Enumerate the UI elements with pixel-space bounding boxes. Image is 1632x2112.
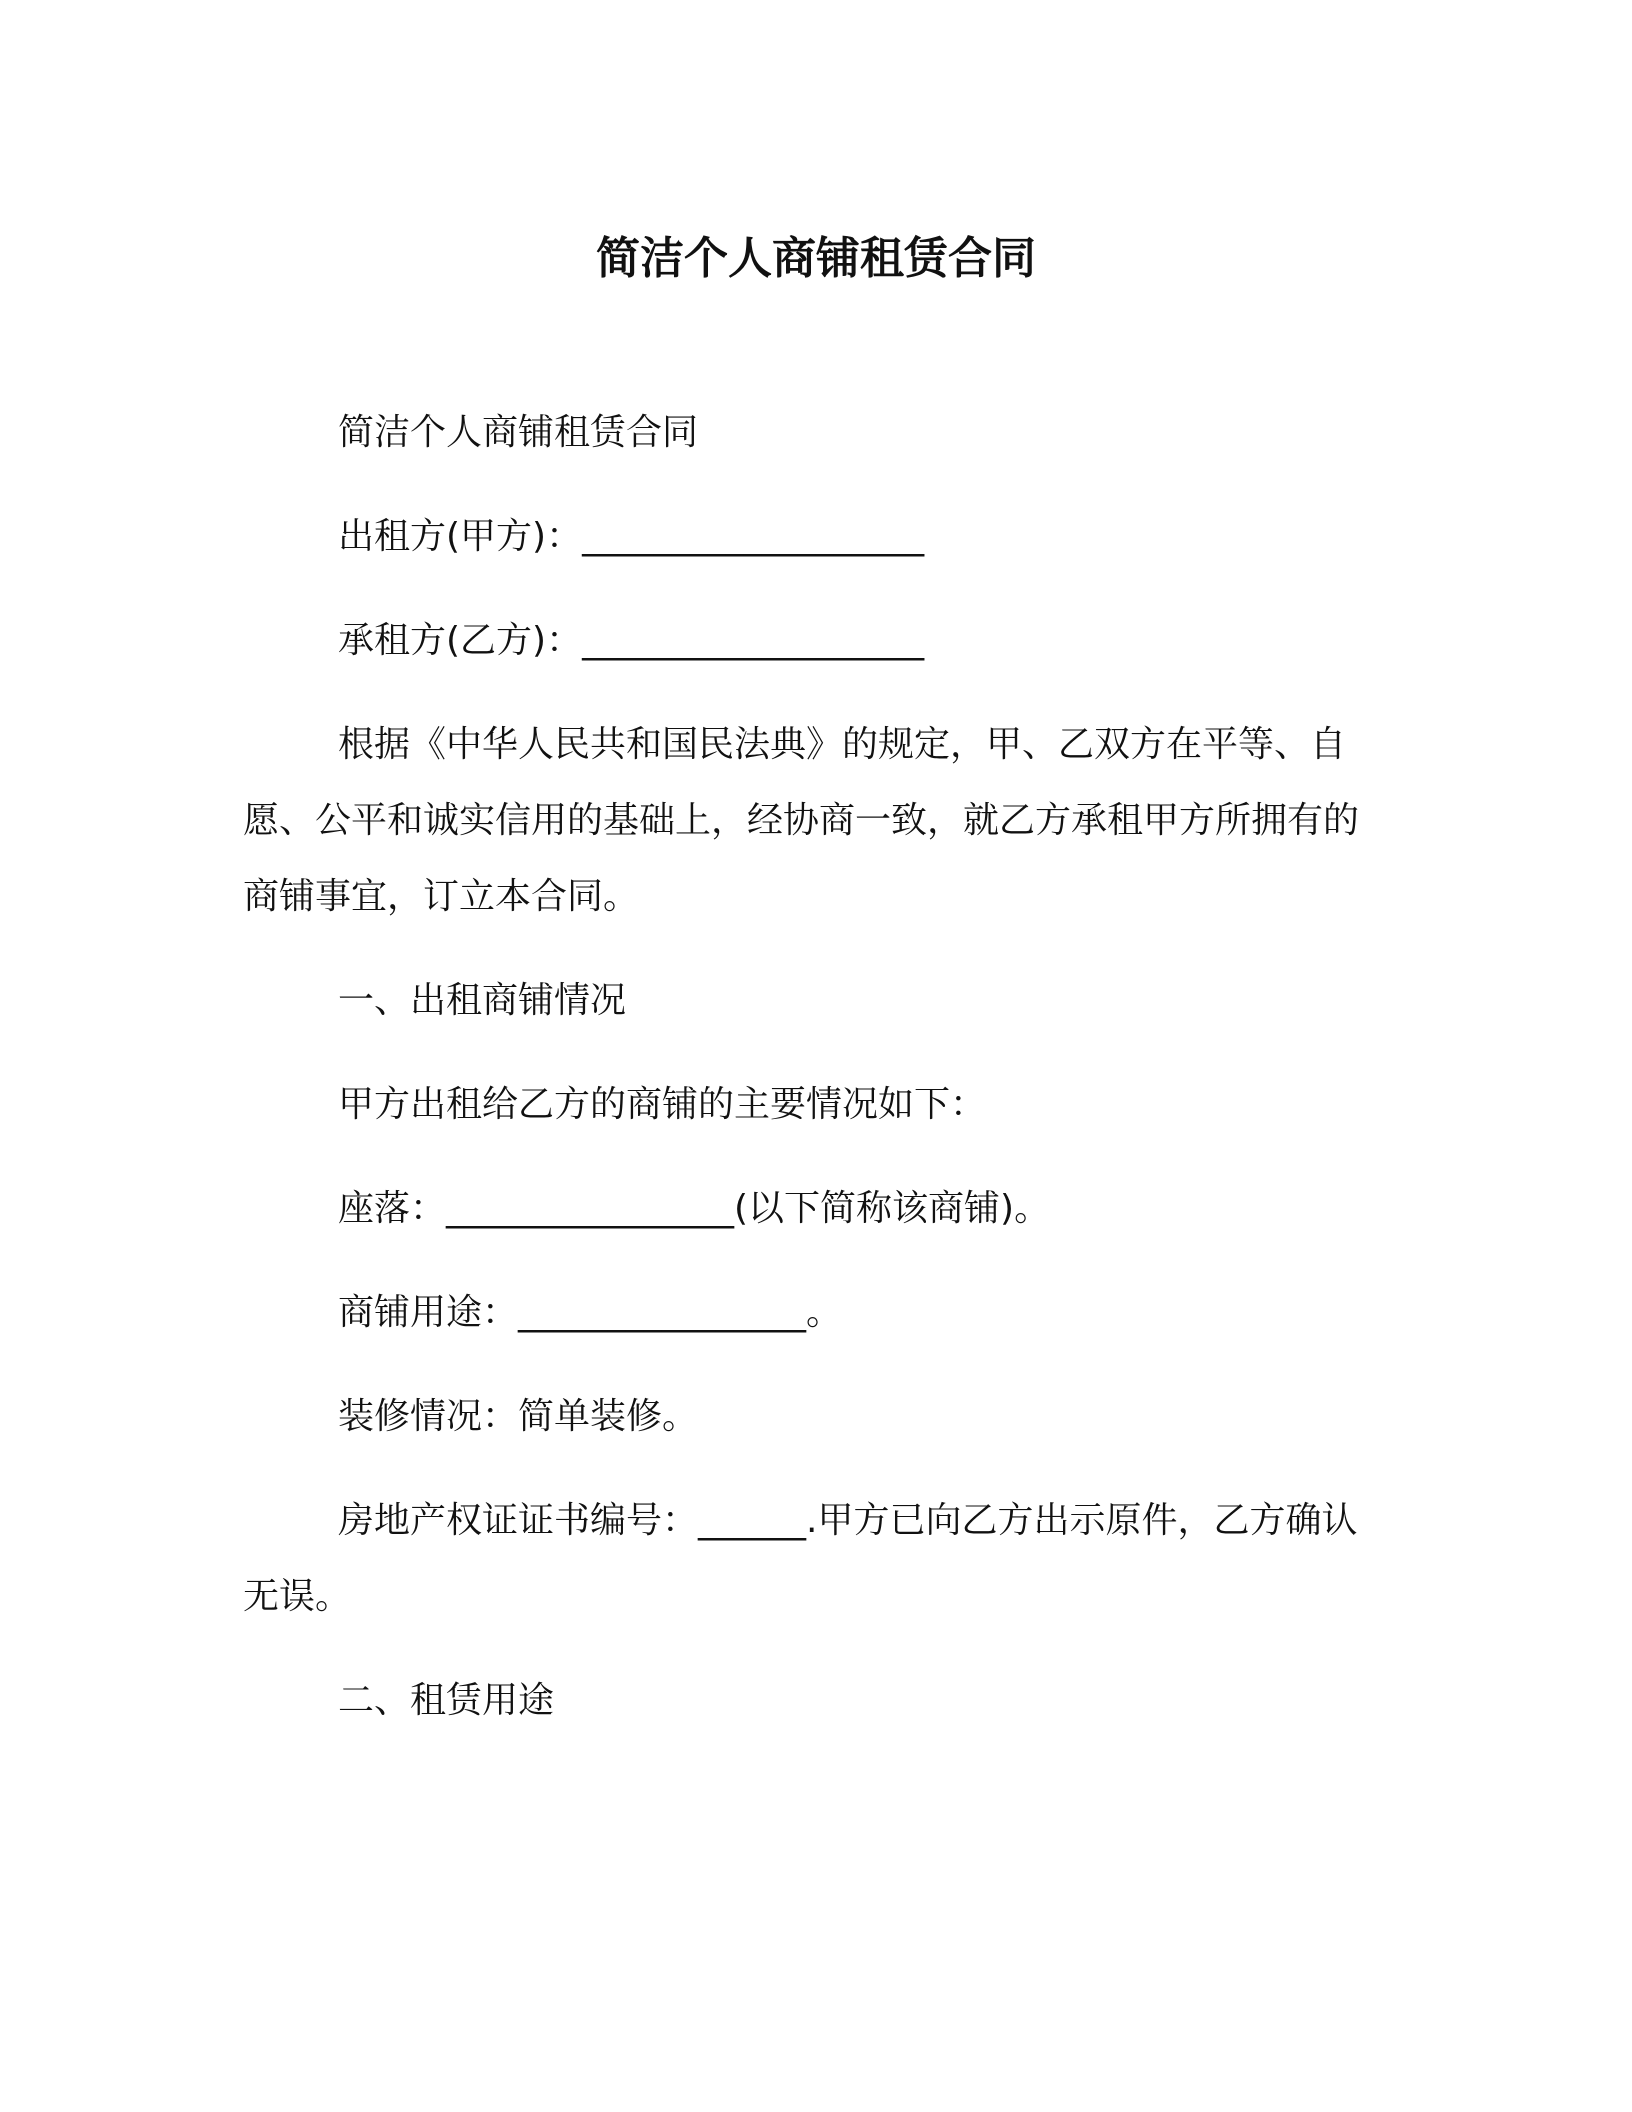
preamble-paragraph: 根据《中华人民共和国民法典》的规定，甲、乙双方在平等、自愿、公平和诚实信用的基础上，经协商一致，就乙方承租甲方所拥有的商铺事宜，订立本合同。 — [243, 724, 1360, 917]
property-certificate-paragraph: 房地产权证证书编号：______.甲方已向乙方出示原件，乙方确认无误。 — [243, 1500, 1358, 1617]
lessee-line: 承租方(乙方)：___________________ — [338, 620, 925, 661]
usage-line: 商铺用途：________________。 — [338, 1292, 843, 1333]
decoration-line: 装修情况：简单装修。 — [338, 1396, 699, 1437]
location-line: 座落：________________(以下简称该商铺)。 — [338, 1188, 1051, 1229]
lessor-line: 出租方(甲方)：___________________ — [338, 516, 925, 557]
section-heading-2: 二、租赁用途 — [338, 1680, 555, 1721]
section-heading-1: 一、出租商铺情况 — [338, 980, 627, 1021]
shop-overview-line: 甲方出租给乙方的商铺的主要情况如下： — [338, 1084, 987, 1125]
contract-name-line: 简洁个人商铺租赁合同 — [338, 412, 699, 453]
document-body — [243, 395, 1393, 1767]
document-title: 简洁个人商铺租赁合同 — [596, 233, 1036, 284]
